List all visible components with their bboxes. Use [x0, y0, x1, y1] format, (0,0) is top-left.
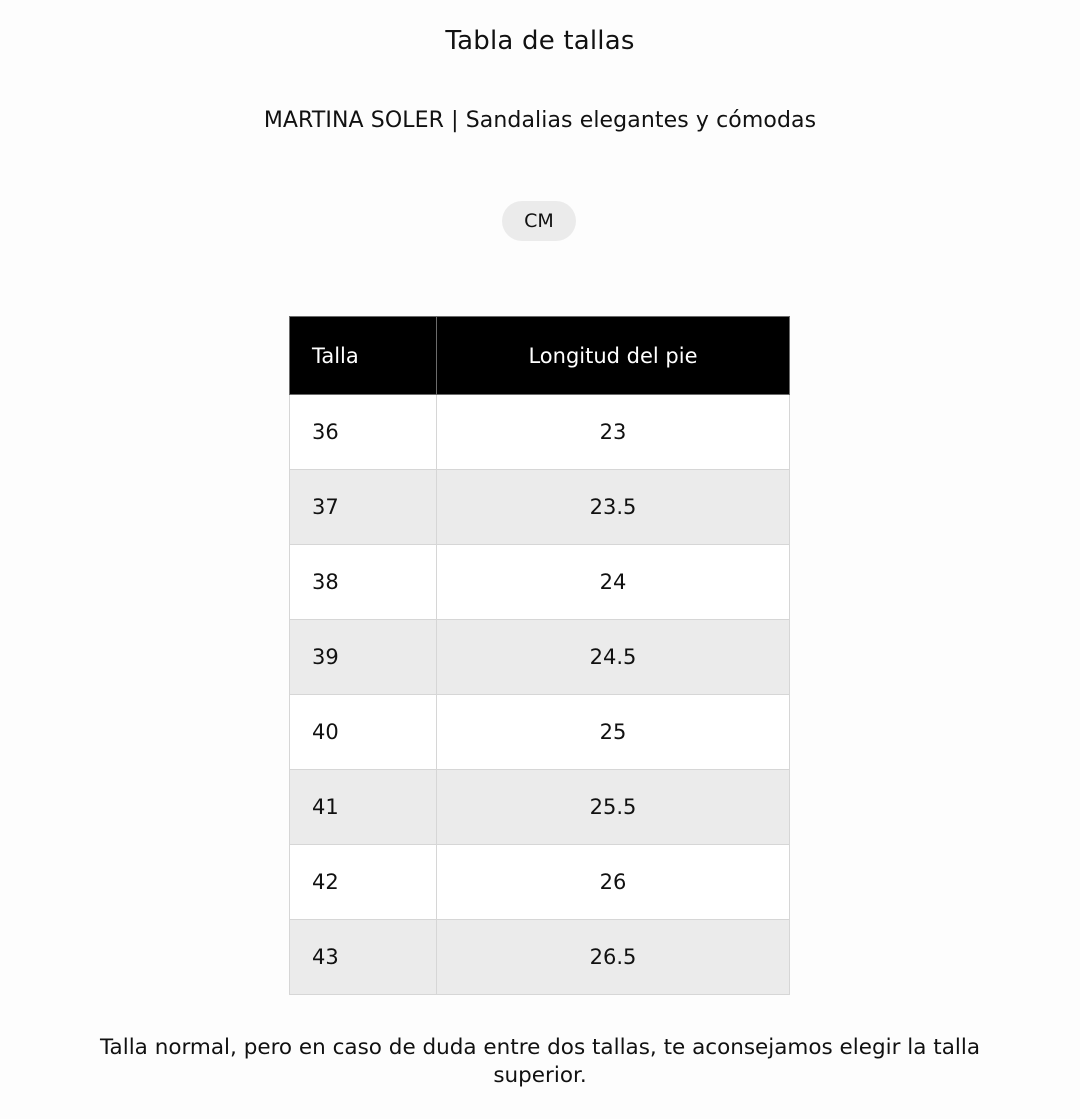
size-cell: 36 [290, 395, 437, 470]
unit-toggle-cm[interactable]: CM [502, 201, 576, 241]
size-cell: 40 [290, 695, 437, 770]
size-table [289, 316, 790, 995]
table-header-row [290, 317, 790, 395]
page-subtitle: MARTINA SOLER | Sandalias elegantes y cómodas [263, 108, 817, 133]
table-row [290, 620, 790, 695]
column-header-foot-length: Longitud del pie [437, 317, 790, 395]
size-cell: 43 [290, 920, 437, 995]
foot-length-cell: 23.5 [437, 470, 790, 545]
column-header-size: Talla [290, 317, 437, 395]
foot-length-cell: 25 [437, 695, 790, 770]
size-cell: 41 [290, 770, 437, 845]
size-cell: 38 [290, 545, 437, 620]
table-row [290, 470, 790, 545]
foot-length-cell: 26.5 [437, 920, 790, 995]
foot-length-cell: 23 [437, 395, 790, 470]
foot-length-cell: 26 [437, 845, 790, 920]
foot-length-cell: 24 [437, 545, 790, 620]
page-title: Tabla de tallas [445, 26, 635, 56]
size-cell: 42 [290, 845, 437, 920]
foot-length-cell: 25.5 [437, 770, 790, 845]
table-row [290, 545, 790, 620]
size-cell: 37 [290, 470, 437, 545]
foot-length-cell: 24.5 [437, 620, 790, 695]
table-row [290, 695, 790, 770]
size-cell: 39 [290, 620, 437, 695]
table-row [290, 920, 790, 995]
size-advice-note: Talla normal, pero en caso de duda entre dos tallas, te aconsejamos elegir la talla superior. [99, 1035, 980, 1088]
table-row [290, 395, 790, 470]
table-row [290, 845, 790, 920]
table-row [290, 770, 790, 845]
